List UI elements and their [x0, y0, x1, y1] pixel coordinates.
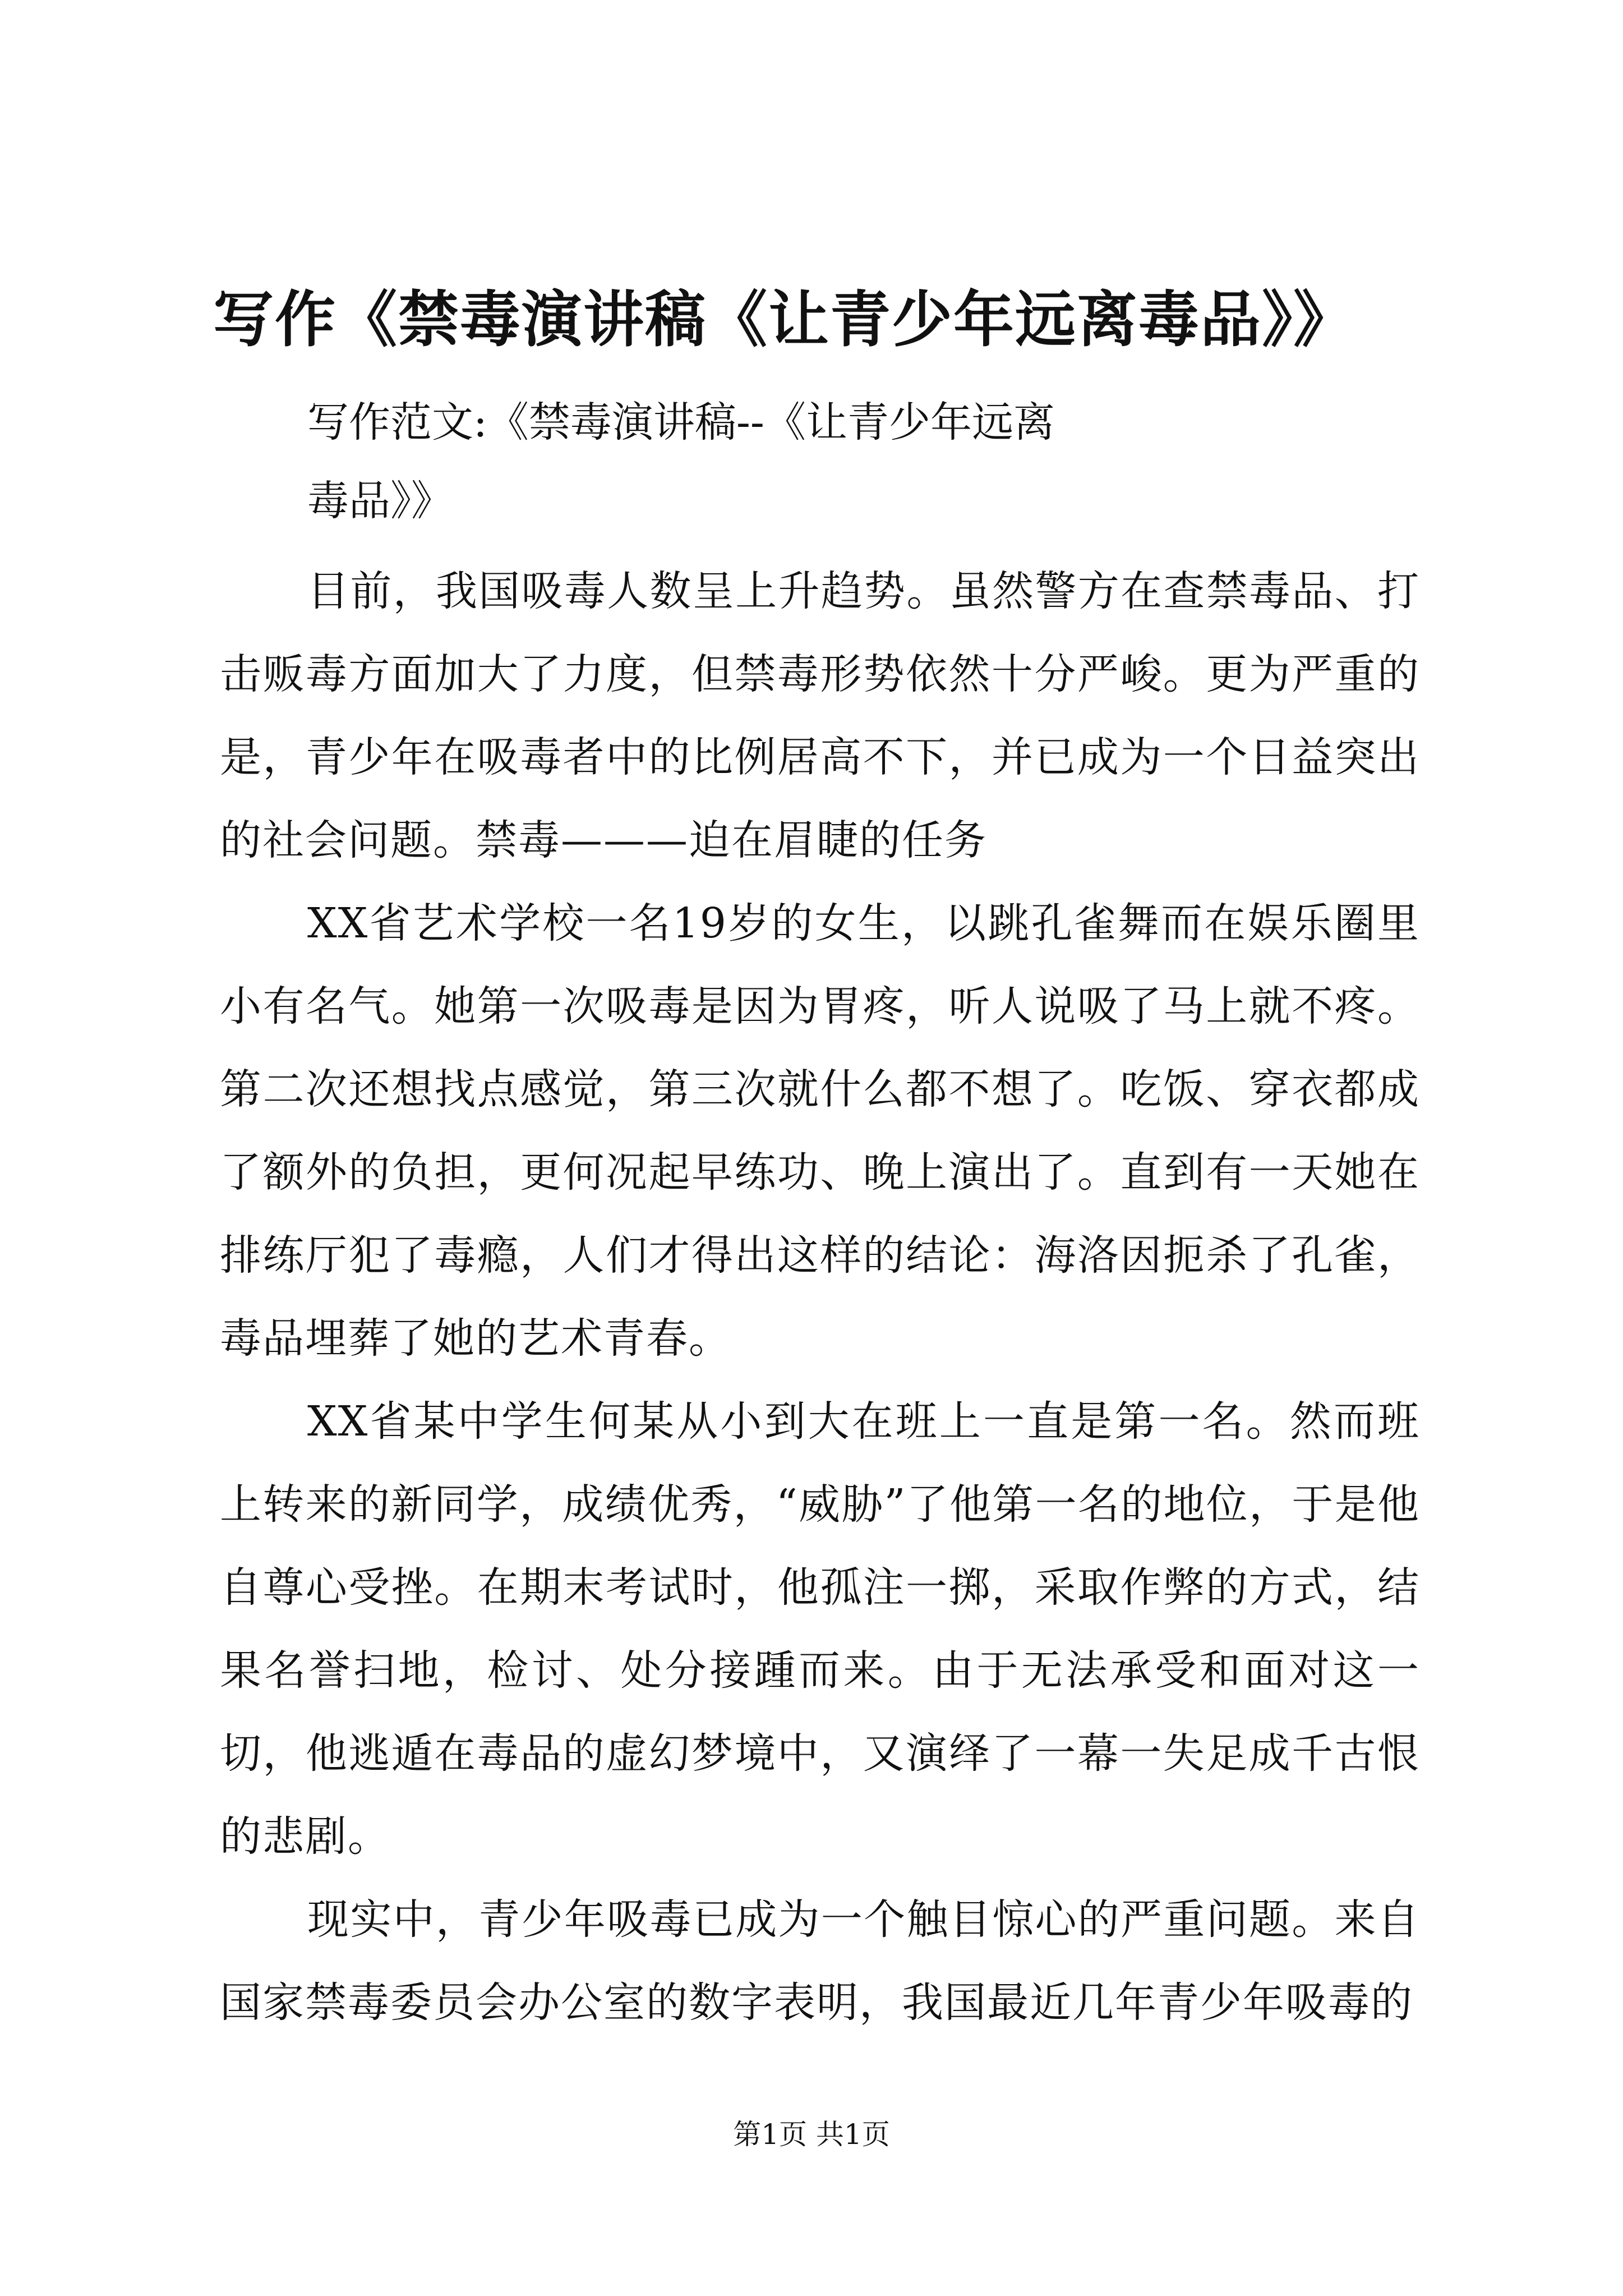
document-body [220, 550, 1420, 2044]
page-footer: 第1页 共1页 [733, 2118, 890, 2151]
subtitle-line-1: 写作范文:《禁毒演讲稿--《让青少年远离 [307, 398, 1055, 447]
document-title: 写作《禁毒演讲稿《让青少年远离毒品》》 [213, 284, 1355, 355]
paragraph-4: 现实中，青少年吸毒已成为一个触目惊心的严重问题。来自国家禁毒委员会办公室的数字表明，我国最近几年青少年吸毒的 [220, 1895, 1420, 2027]
paragraph-3: XX省某中学生何某从小到大在班上一直是第一名。然而班上转来的新同学，成绩优秀，“威胁”了他第一名的地位，于是他自尊心受挫。在期末考试时，他孤注一掷，采取作弊的方式，结果名誉扫地，检讨、处分接踵而来。由于无法承受和面对这一切，他逃遁在毒品的虚幻梦境中，又演绎了一幕一失足成千古恨的悲剧。 [220, 1397, 1420, 1861]
paragraph-2: XX省艺术学校一名19岁的女生，以跳孔雀舞而在娱乐圈里小有名气。她第一次吸毒是因为胃疼，听人说吸了马上就不疼。第二次还想找点感觉，第三次就什么都不想了。吃饭、穿衣都成了额外的负担，更何况起早练功、晚上演出了。直到有一天她在排练厅犯了毒瘾，人们才得出这样的结论：海洛因扼杀了孔雀，毒品埋葬了她的艺术青春。 [220, 899, 1420, 1363]
paragraph-1: 目前，我国吸毒人数呈上升趋势。虽然警方在查禁毒品、打击贩毒方面加大了力度，但禁毒形势依然十分严峻。更为严重的是，青少年在吸毒者中的比例居高不下，并已成为一个日益突出的社会问题。禁毒———迫在眉睫的任务 [220, 567, 1420, 864]
subtitle-line-2: 毒品》》 [307, 477, 453, 525]
